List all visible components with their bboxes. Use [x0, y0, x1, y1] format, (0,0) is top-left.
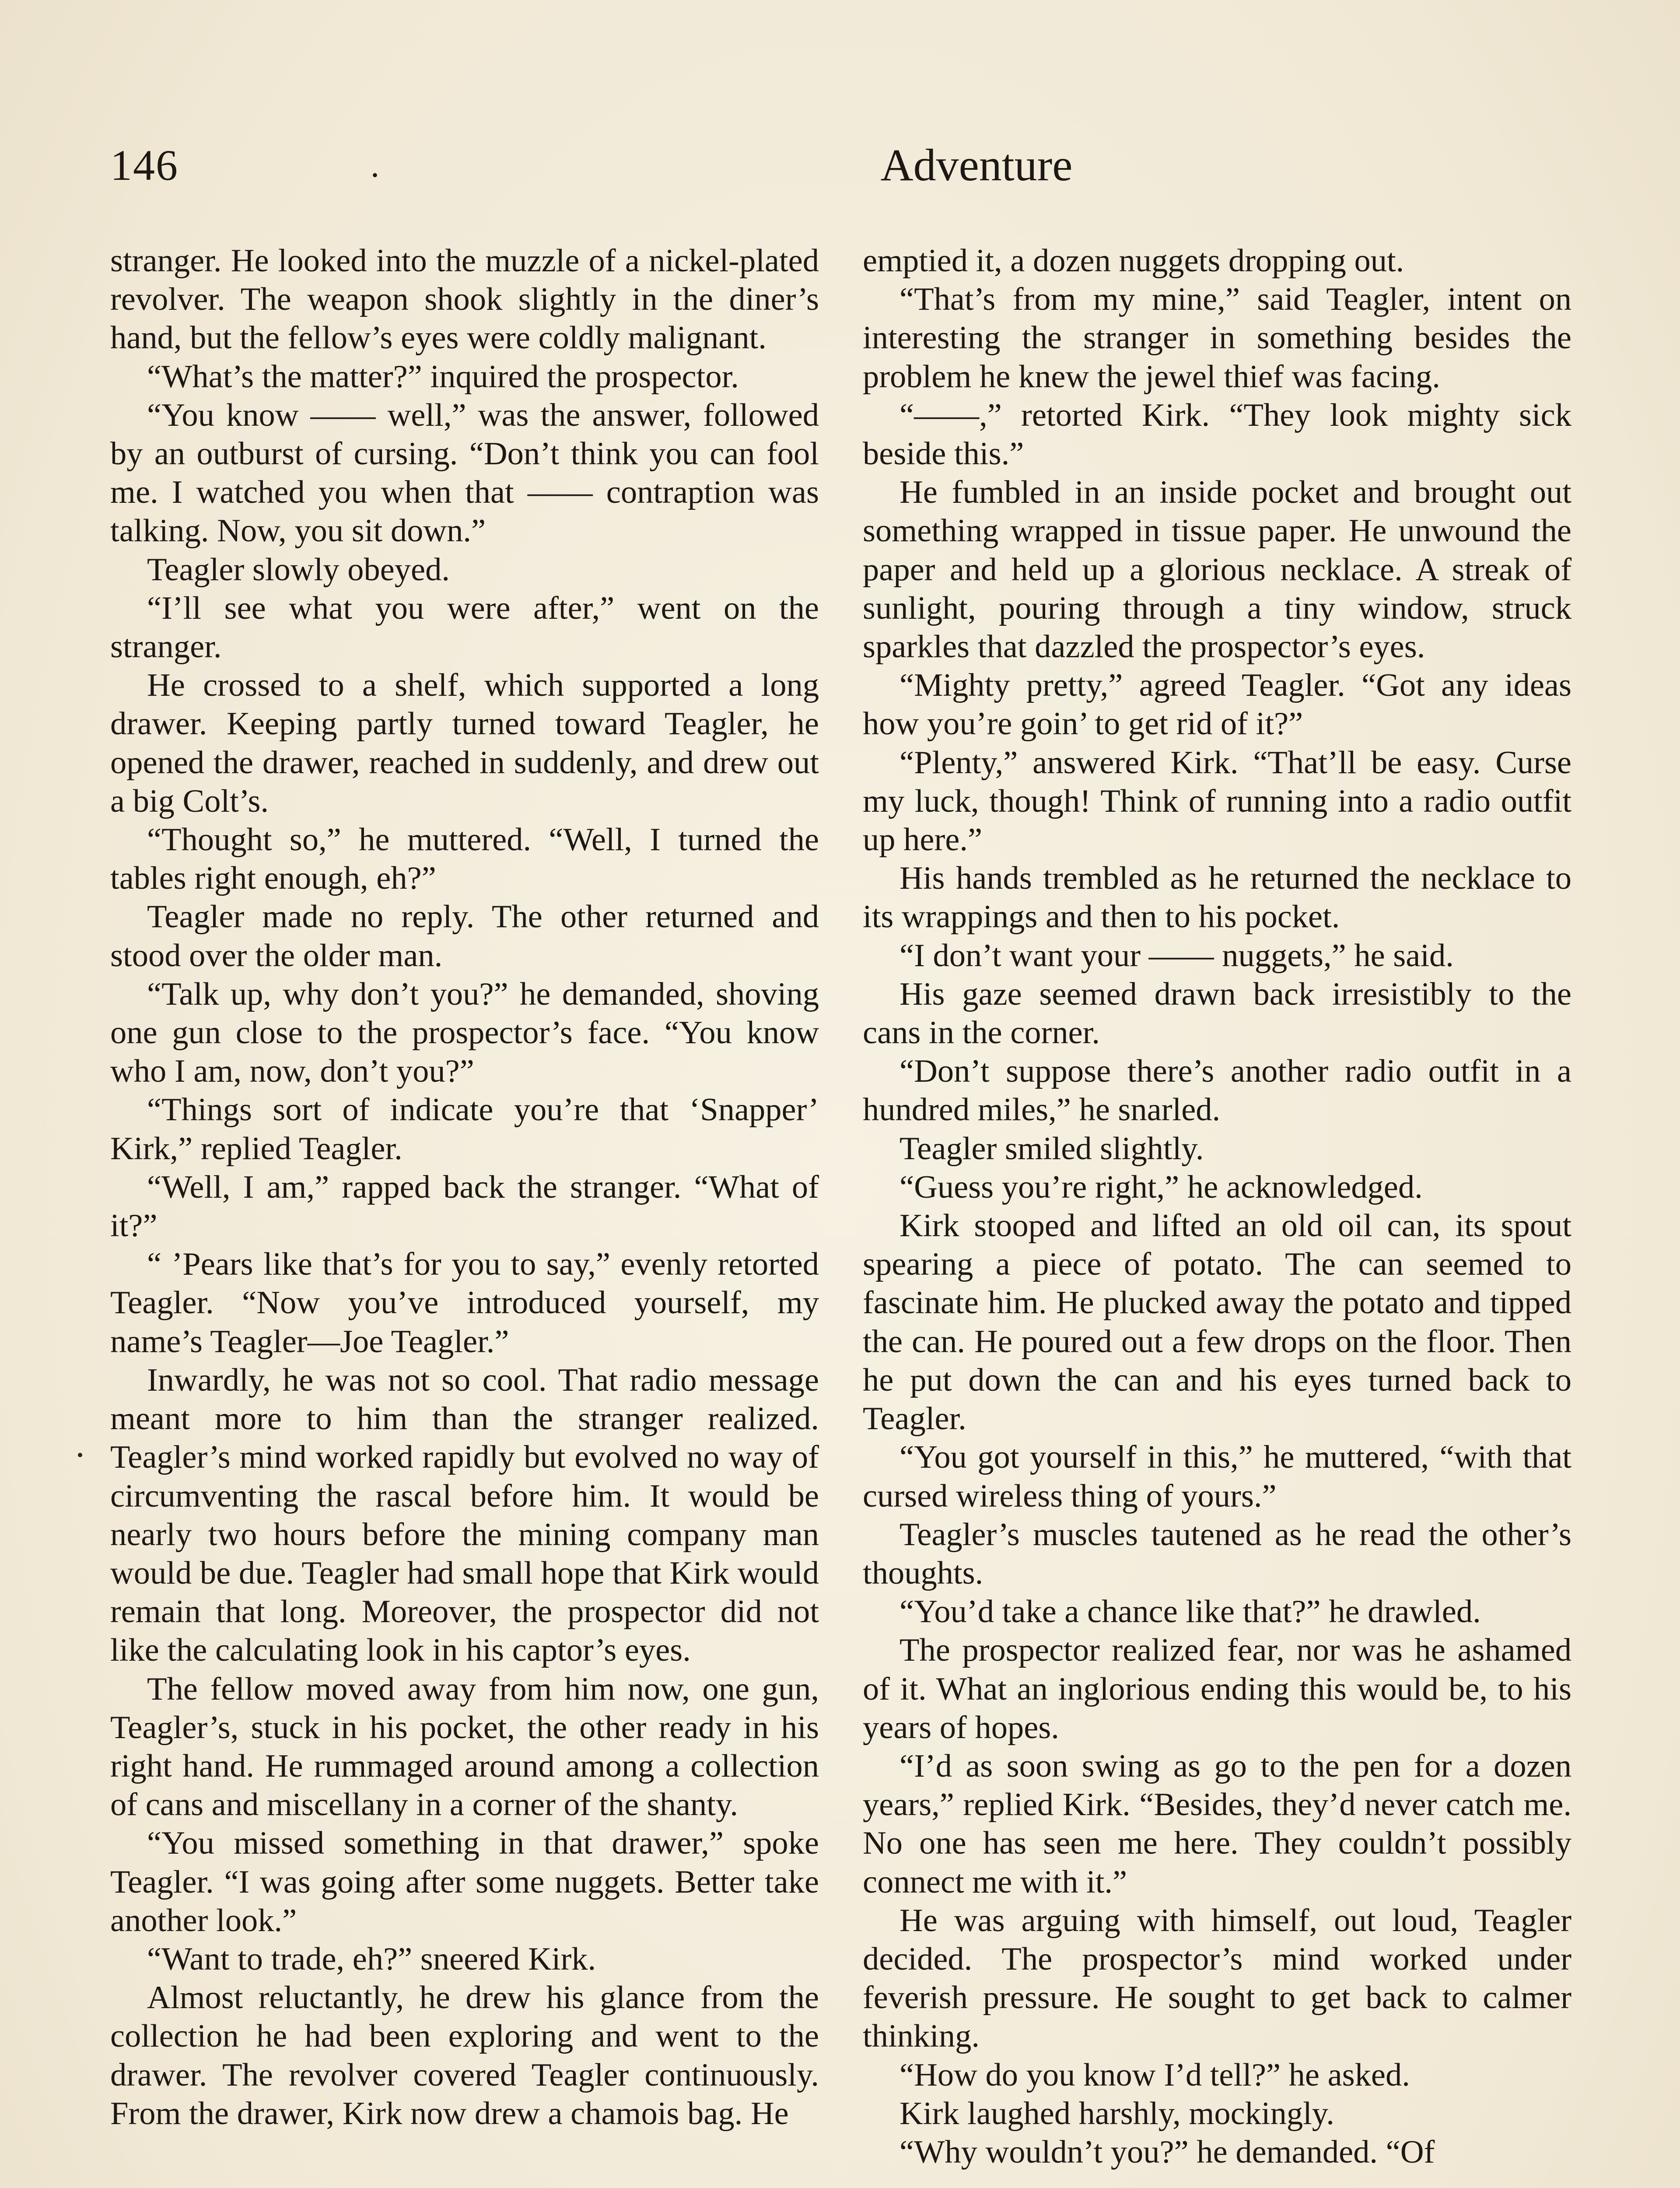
paragraph: The prospector realized fear, nor was he ashamed of it. What an inglorious ending this would be, to his years of hopes. [863, 1632, 1572, 1746]
paragraph: Inwardly, he was not so cool. That radio message meant more to him than the stranger realized. Teagler’s mind worked rapidly but evolved no way of circumventing the rascal before him. It would be nearly two hours before the mining company man would be due. Teagler had small hope that Kirk would remain that long. Moreover, the prospector did not like the calculating look in his captor’s eyes. [110, 1362, 819, 1669]
paragraph: “Want to trade, eh?” sneered Kirk. [147, 1941, 596, 1977]
page-header [110, 139, 1570, 192]
paragraph: “You know —— well,” was the answer, followed by an outburst of cursing. “Don’t think you can fool me. I watched you when that —— contraption was talking. Now, you sit down.” [110, 397, 819, 549]
paragraph: “I don’t want your —— nuggets,” he said. [900, 937, 1454, 974]
running-head-title: Adventure [880, 140, 1073, 190]
paragraph: His gaze seemed drawn back irresistibly to the cans in the corner. [863, 976, 1572, 1051]
paragraph: “Guess you’re right,” he acknowledged. [900, 1169, 1423, 1205]
paragraph: “Well, I am,” rapped back the stranger. “What of it?” [110, 1169, 819, 1244]
paragraph: “Thought so,” he muttered. “Well, I turned the tables right enough, eh?” [110, 822, 819, 897]
paragraph: “I’ll see what you were after,” went on the stranger. [110, 590, 819, 665]
paragraph: “How do you know I’d tell?” he asked. [900, 2057, 1410, 2093]
paragraph: “ ’Pears like that’s for you to say,” evenly retorted Teagler. “Now you’ve introduced yourself, my name’s Teagler—Joe Teagler.” [110, 1246, 819, 1360]
paragraph: stranger. He looked into the muzzle of a nickel-plated revolver. The weapon shook slightly in the diner’s hand, but the fellow’s eyes were coldly malignant. [110, 243, 819, 356]
paragraph: The fellow moved away from him now, one gun, Teagler’s, stuck in his pocket, the other ready in his right hand. He rummaged around among a collection of cans and miscellany in a corner of the shanty. [110, 1671, 819, 1823]
paragraph: He crossed to a shelf, which supported a long drawer. Keeping partly turned toward Teagler, he opened the drawer, reached in suddenly, and drew out a big Colt’s. [110, 667, 819, 819]
right-text-column [863, 242, 1572, 2171]
paragraph: Teagler smiled slightly. [900, 1130, 1204, 1167]
paragraph: Almost reluctantly, he drew his glance from the collection he had been exploring and went to the drawer. The revolver covered Teagler continuously. From the drawer, Kirk now drew a chamois bag. He [110, 1980, 819, 2132]
paragraph: “Things sort of indicate you’re that ‘Snapper’ Kirk,” replied Teagler. [110, 1092, 819, 1167]
paragraph: “Don’t suppose there’s another radio outfit in a hundred miles,” he snarled. [863, 1053, 1572, 1128]
paragraph: “Talk up, why don’t you?” he demanded, shoving one gun close to the prospector’s face. “You know who I am, now, don’t you?” [110, 976, 819, 1090]
left-text-column [110, 242, 819, 2133]
paragraph: Kirk laughed harshly, mockingly. [900, 2095, 1334, 2132]
paragraph: “——,” retorted Kirk. “They look mighty sick beside this.” [863, 397, 1572, 472]
paragraph: Teagler’s muscles tautened as he read the other’s thoughts. [863, 1516, 1572, 1591]
paragraph: emptied it, a dozen nuggets dropping out. [863, 243, 1404, 279]
paragraph: He was arguing with himself, out loud, Teagler decided. The prospector’s mind worked under feverish pressure. He sought to get back to calmer thinking. [863, 1902, 1572, 2055]
paragraph: Teagler slowly obeyed. [147, 551, 450, 588]
paragraph: He fumbled in an inside pocket and brought out something wrapped in tissue paper. He unwound the paper and held up a glorious necklace. A streak of sunlight, pouring through a tiny window, struck sparkles that dazzled the prospector’s eyes. [863, 474, 1572, 665]
paragraph: “That’s from my mine,” said Teagler, intent on interesting the stranger in something besides the problem he knew the jewel thief was facing. [863, 281, 1572, 395]
paragraph: “Mighty pretty,” agreed Teagler. “Got any ideas how you’re goin’ to get rid of it?” [863, 667, 1572, 742]
paragraph: “What’s the matter?” inquired the prospector. [147, 358, 739, 395]
paragraph: His hands trembled as he returned the necklace to its wrappings and then to his pocket. [863, 860, 1572, 935]
paragraph: “I’d as soon swing as go to the pen for a dozen years,” replied Kirk. “Besides, they’d never catch me. No one has seen me here. They couldn’t possibly connect me with it.” [863, 1748, 1572, 1900]
paragraph: Teagler made no reply. The other returned and stood over the older man. [110, 899, 819, 974]
paragraph: “Plenty,” answered Kirk. “That’ll be easy. Curse my luck, though! Think of running into a radio outfit up here.” [863, 744, 1572, 858]
paragraph: “You’d take a chance like that?” he drawled. [900, 1594, 1481, 1630]
header-dot: . [371, 146, 379, 185]
ink-speck [78, 1453, 82, 1457]
paragraph: “You got yourself in this,” he muttered, “with that cursed wireless thing of yours.” [863, 1439, 1572, 1514]
paragraph: “Why wouldn’t you?” he demanded. “Of [900, 2134, 1435, 2170]
paragraph: “You missed something in that drawer,” spoke Teagler. “I was going after some nuggets. Better take another look.” [110, 1825, 819, 1939]
page-number: 146 [110, 141, 178, 189]
paragraph: Kirk stooped and lifted an old oil can, its spout spearing a piece of potato. The can seemed to fascinate him. He plucked away the potato and tipped the can. He poured out a few drops on the floor. Then he put down the can and his eyes turned back to Teagler. [863, 1208, 1572, 1437]
